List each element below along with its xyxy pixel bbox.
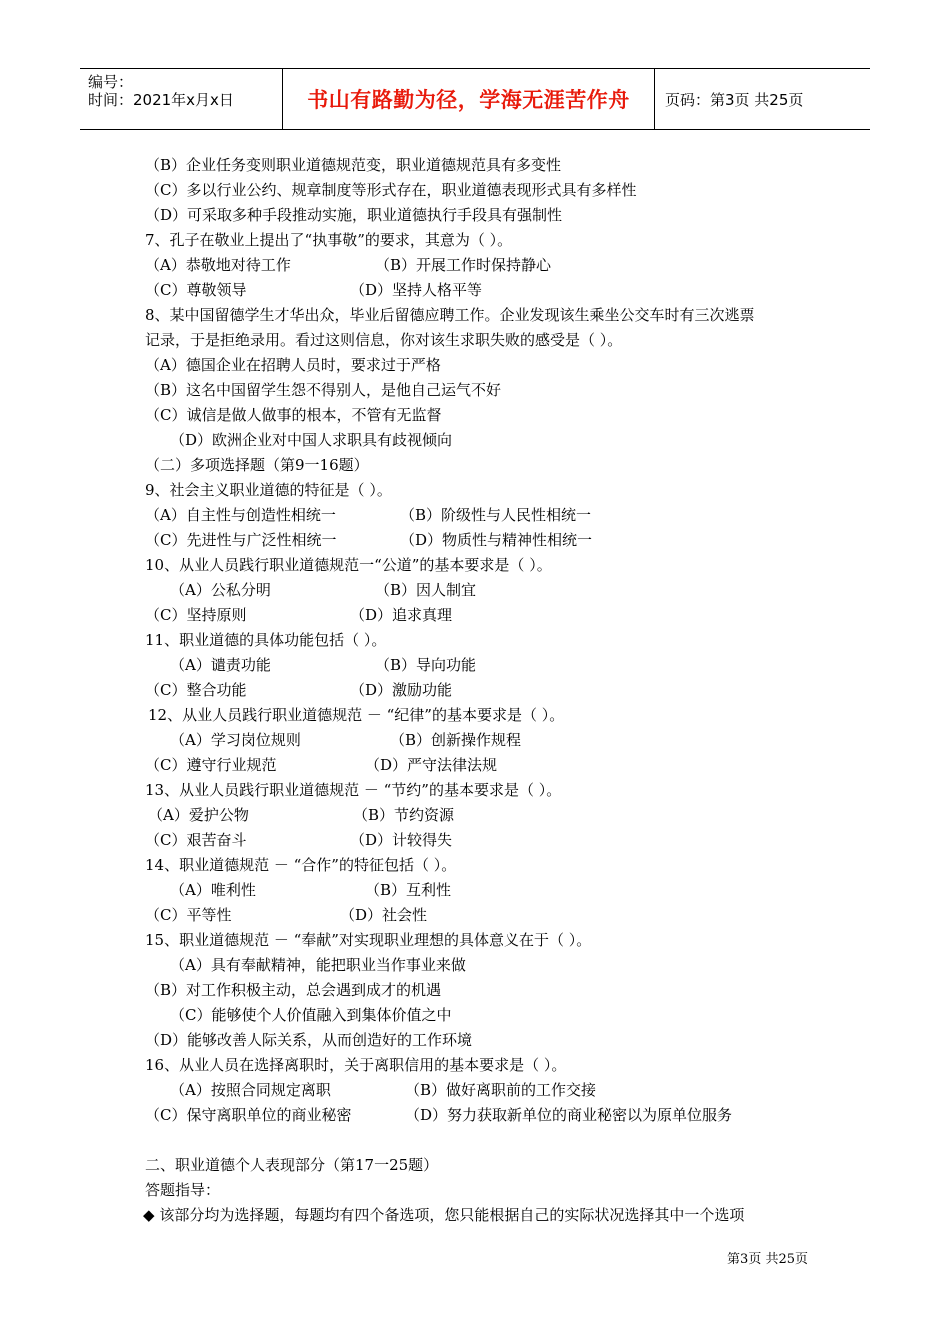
header-page-info: 页码：第3页 共25页: [665, 90, 804, 109]
option-row: [145, 254, 552, 276]
section2-title: 二、职业道德个人表现部分（第17一25题）: [145, 1156, 439, 1174]
diamond-bullet-icon: ◆: [143, 1206, 155, 1224]
text-line: （D）可采取多种手段推动实施，职业道德执行手段具有强制性: [145, 206, 563, 224]
option-b: （B）开展工作时保持静心: [375, 256, 552, 274]
page-footer: 第3页 共25页: [727, 1252, 808, 1267]
option-row: [145, 679, 453, 701]
option-a: （A）恭敬地对待工作: [145, 256, 291, 274]
option-row: [145, 904, 428, 926]
text-line: （A）德国企业在招聘人员时，要求过于严格: [145, 356, 441, 374]
option-row: [145, 829, 453, 851]
header-meta: [80, 69, 282, 129]
question-15: 15、职业道德规范 － “奉献”对实现职业理想的具体意义在于（ ）。: [145, 931, 592, 949]
option-b: （B）节约资源: [353, 806, 455, 824]
option-c: （C）先进性与广泛性相统一: [145, 531, 337, 549]
question-16: 16、从业人员在选择离职时，关于离职信用的基本要求是（ ）。: [145, 1056, 567, 1074]
option-row: [145, 279, 483, 301]
option-a: （A）谴责功能: [170, 656, 271, 674]
option-b: （B）创新操作规程: [390, 731, 522, 749]
page-header: [80, 68, 870, 130]
option-a: （A）公私分明: [170, 581, 271, 599]
option-d: （D）严守法律法规: [365, 756, 498, 774]
header-number-label: 编号：: [88, 73, 134, 91]
option-c: （C）遵守行业规范: [145, 756, 277, 774]
option-b: （B）因人制宜: [375, 581, 477, 599]
option-d: （D）计较得失: [350, 831, 453, 849]
question-10: 10、从业人员践行职业道德规范一“公道”的基本要求是（ ）。: [145, 556, 552, 574]
option-d: （D）社会性: [340, 906, 428, 924]
text-line: （B）对工作积极主动，总会遇到成才的机遇: [145, 981, 442, 999]
option-row: [170, 654, 477, 676]
header-motto: 书山有路勤为径，学海无涯苦作舟: [282, 69, 655, 129]
option-row: [170, 879, 452, 901]
text-line: （C）多以行业公约、规章制度等形式存在，职业道德表现形式具有多样性: [145, 181, 637, 199]
text-line: （D）能够改善人际关系，从而创造好的工作环境: [145, 1031, 473, 1049]
option-row: [170, 1079, 597, 1101]
text-line: （C）诚信是做人做事的根本，不管有无监督: [145, 406, 442, 424]
question-14: 14、职业道德规范 － “合作”的特征包括（ ）。: [145, 856, 457, 874]
option-c: （C）艰苦奋斗: [145, 831, 247, 849]
option-b: （B）导向功能: [375, 656, 477, 674]
option-a: （A）自主性与创造性相统一: [145, 506, 336, 524]
option-row: [145, 754, 498, 776]
option-d: （D）激励功能: [350, 681, 453, 699]
option-a: （A）唯利性: [170, 881, 256, 899]
question-13: 13、从业人员践行职业道德规范 － “节约”的基本要求是（ ）。: [145, 781, 562, 799]
option-row: [145, 604, 453, 626]
option-row: [170, 729, 522, 751]
section2-guide-label: 答题指导：: [145, 1181, 221, 1199]
option-a: （A）按照合同规定离职: [170, 1081, 331, 1099]
text-line: 记录，于是拒绝录用。看过这则信息，你对该生求职失败的感受是（ ）。: [145, 331, 623, 349]
option-row: [145, 529, 593, 551]
option-row: [145, 504, 592, 526]
option-a: （A）学习岗位规则: [170, 731, 301, 749]
option-row: [170, 579, 477, 601]
option-b: （B）做好离职前的工作交接: [405, 1081, 597, 1099]
option-row: [148, 804, 455, 826]
question-8: 8、某中国留德学生才华出众，毕业后留德应聘工作。企业发现该生乘坐公交车时有三次逃票: [145, 306, 755, 324]
section2-guide: [143, 1204, 744, 1226]
text-line: （B）企业任务变则职业道德规范变，职业道德规范具有多变性: [145, 156, 562, 174]
question-9: 9、社会主义职业道德的特征是（ ）。: [145, 481, 392, 499]
option-a: （A）爱护公物: [148, 806, 249, 824]
option-d: （D）物质性与精神性相统一: [400, 531, 593, 549]
option-b: （B）互利性: [365, 881, 452, 899]
header-time-label: 时间：2021年x月x日: [88, 91, 234, 109]
option-d: （D）努力获取新单位的商业秘密以为原单位服务: [405, 1106, 733, 1124]
option-d: （D）追求真理: [350, 606, 453, 624]
section2-guide-text: 该部分均为选择题，每题均有四个备选项，您只能根据自己的实际状况选择其中一个选项: [159, 1206, 745, 1224]
text-line: （D）欧洲企业对中国人求职具有歧视倾向: [170, 431, 453, 449]
option-c: （C）整合功能: [145, 681, 247, 699]
text-line: （C）能够使个人价值融入到集体价值之中: [170, 1006, 452, 1024]
option-c: （C）尊敬领导: [145, 281, 247, 299]
question-7: 7、孔子在敬业上提出了“执事敬”的要求，其意为（ ）。: [145, 231, 513, 249]
option-row: [145, 1104, 733, 1126]
option-c: （C）保守离职单位的商业秘密: [145, 1106, 352, 1124]
option-c: （C）坚持原则: [145, 606, 247, 624]
section-heading: （二）多项选择题（第9一16题）: [145, 456, 369, 474]
question-11: 11、职业道德的具体功能包括（ ）。: [145, 631, 387, 649]
question-12: 12、从业人员践行职业道德规范 － “纪律”的基本要求是（ ）。: [148, 706, 565, 724]
option-b: （B）阶级性与人民性相统一: [400, 506, 592, 524]
text-line: （A）具有奉献精神，能把职业当作事业来做: [170, 956, 466, 974]
option-c: （C）平等性: [145, 906, 232, 924]
text-line: （B）这名中国留学生怨不得别人，是他自己运气不好: [145, 381, 502, 399]
option-d: （D）坚持人格平等: [350, 281, 483, 299]
